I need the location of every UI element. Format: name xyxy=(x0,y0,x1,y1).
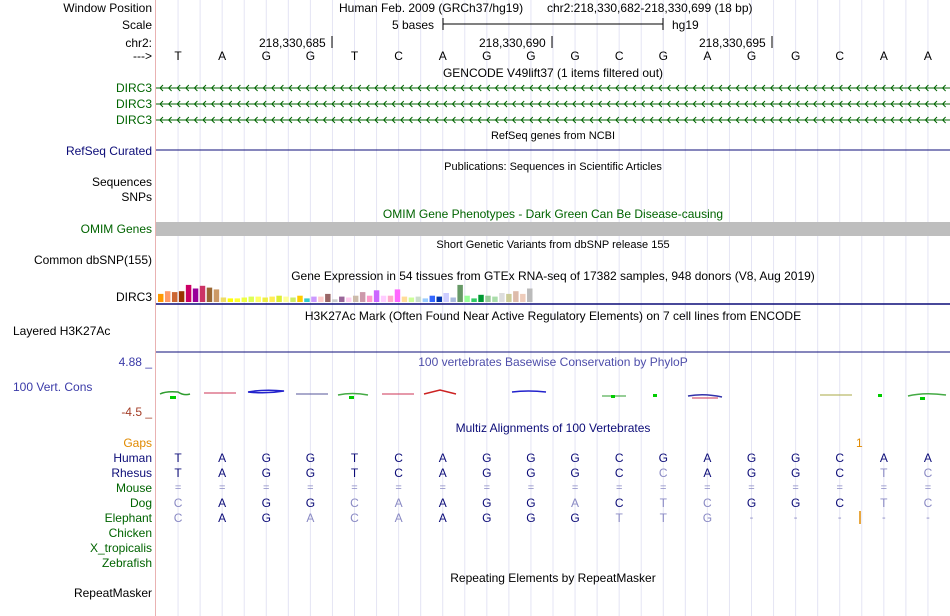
repeatmasker-title: Repeating Elements by RepeatMasker xyxy=(450,571,656,585)
alignment-base: = xyxy=(924,482,932,494)
alignment-base: A xyxy=(394,496,403,510)
species-label-elephant[interactable]: Elephant xyxy=(104,511,152,525)
alignment-base: = xyxy=(660,482,667,494)
alignment-base: G xyxy=(261,451,271,465)
species-label-zebrafish[interactable]: Zebrafish xyxy=(101,556,152,570)
ruler-base: G xyxy=(261,49,271,63)
track-label-refseq[interactable]: RefSeq Curated xyxy=(65,144,152,158)
alignment-base: C xyxy=(658,466,668,480)
alignment-base: T xyxy=(880,496,888,510)
alignment-base: C xyxy=(394,466,403,480)
species-label-x_tropicalis[interactable]: X_tropicalis xyxy=(89,541,152,555)
alignment-base: = xyxy=(174,482,182,494)
alignment-base: T xyxy=(880,466,888,480)
track-label-sequences[interactable]: Sequences xyxy=(91,175,152,189)
alignment-base: A xyxy=(879,451,888,465)
alignment-base: = xyxy=(351,482,358,494)
alignment-base: = xyxy=(748,482,755,494)
alignment-base: C xyxy=(835,451,845,465)
alignment-base: T xyxy=(174,466,182,480)
alignment-base: A xyxy=(703,451,712,465)
alignment-base: G xyxy=(526,451,536,465)
alignment-base: G xyxy=(305,466,316,480)
species-label-chicken[interactable]: Chicken xyxy=(108,526,152,540)
alignment-base: G xyxy=(261,511,271,525)
track-label-gencode-3[interactable]: DIRC3 xyxy=(115,113,152,127)
alignment-base: G xyxy=(261,496,271,510)
alignment-base: = xyxy=(218,482,226,494)
assembly-text: Human Feb. 2009 (GRCh37/hg19) xyxy=(339,1,524,15)
alignment-base: C xyxy=(835,496,845,510)
ruler-base: G xyxy=(570,49,580,63)
track-label-gencode-2[interactable]: DIRC3 xyxy=(115,97,152,111)
species-label-mouse[interactable]: Mouse xyxy=(115,481,152,495)
alignment-base: = xyxy=(439,482,446,494)
alignment-base: G xyxy=(482,451,492,465)
ruler-base: G xyxy=(526,49,536,63)
alignment-base: C xyxy=(173,496,183,510)
phylop-scale-max: 4.88 _ xyxy=(118,355,152,369)
ruler-base: A xyxy=(703,49,712,63)
alignment-base: C xyxy=(835,466,845,480)
alignment-base: T xyxy=(659,496,667,510)
species-label-human[interactable]: Human xyxy=(113,451,152,465)
alignment-base: G xyxy=(746,451,757,465)
alignment-base: - xyxy=(793,512,798,524)
gtex-title: Gene Expression in 54 tissues from GTEx RNA-seq of 17382 samples, 948 donors (V8, Aug 2019) xyxy=(291,269,815,283)
track-label-dbsnp[interactable]: Common dbSNP(155) xyxy=(33,253,152,267)
alignment-base: T xyxy=(350,451,359,465)
ruler-base: G xyxy=(482,49,492,63)
alignment-base: G xyxy=(526,466,536,480)
alignment-base: A xyxy=(923,451,932,465)
alignment-base: A xyxy=(218,496,227,510)
alignment-base: G xyxy=(746,496,757,510)
alignment-base: = xyxy=(307,482,314,494)
ruler-base: C xyxy=(835,49,845,63)
alignment-base: C xyxy=(703,496,712,510)
alignment-base: G xyxy=(790,451,801,465)
alignment-base: A xyxy=(438,451,447,465)
alignment-base: A xyxy=(218,451,227,465)
alignment-base: G xyxy=(570,466,580,480)
ruler-base: T xyxy=(350,49,359,63)
publications-title: Publications: Sequences in Scientific Articles xyxy=(444,161,662,173)
alignment-base: G xyxy=(790,496,801,510)
track-label-h3k27ac[interactable]: Layered H3K27Ac xyxy=(13,324,111,338)
ruler-tick-label: 218,330,690 xyxy=(479,36,546,50)
alignment-base: - xyxy=(749,512,754,524)
phylop-scale-min: -4.5 _ xyxy=(121,405,152,419)
alignment-base: A xyxy=(438,496,447,510)
alignment-base: - xyxy=(837,512,842,524)
multiz-title: Multiz Alignments of 100 Vertebrates xyxy=(455,421,651,435)
ruler-base: G xyxy=(305,49,316,63)
ruler-tick-label: 218,330,685 xyxy=(259,36,326,50)
alignment-base: G xyxy=(482,496,492,510)
alignment-base: A xyxy=(218,511,227,525)
phylop-title: 100 vertebrates Basewise Conservation by PhyloP xyxy=(418,355,688,369)
window-position-label: Window Position xyxy=(63,1,152,15)
ruler-base: G xyxy=(746,49,757,63)
alignment-base: G xyxy=(746,466,757,480)
alignment-base: A xyxy=(394,511,403,525)
alignment-base: A xyxy=(438,466,447,480)
ruler-base: A xyxy=(218,49,227,63)
track-label-gencode-1[interactable]: DIRC3 xyxy=(115,81,152,95)
alignment-base: = xyxy=(836,482,843,494)
ruler-base: C xyxy=(614,49,624,63)
ruler-base: G xyxy=(658,49,668,63)
tracks-panel[interactable] xyxy=(156,0,950,616)
track-label-omim[interactable]: OMIM Genes xyxy=(80,222,152,236)
alignment-base: G xyxy=(482,466,492,480)
alignment-base: G xyxy=(570,511,580,525)
alignment-base: A xyxy=(438,511,447,525)
dbsnp-title: Short Genetic Variants from dbSNP release 155 xyxy=(436,239,670,251)
track-label-gtex[interactable]: DIRC3 xyxy=(115,290,152,304)
chrom-label: chr2: xyxy=(125,36,152,50)
scale-label: Scale xyxy=(121,18,152,32)
alignment-base: = xyxy=(263,482,270,494)
track-label-snps[interactable]: SNPs xyxy=(121,190,152,204)
ruler-base: A xyxy=(438,49,447,63)
alignment-base: - xyxy=(881,512,886,524)
alignment-base: G xyxy=(790,466,801,480)
alignment-base: A xyxy=(218,466,227,480)
alignment-base: A xyxy=(703,466,712,480)
track-labels-panel xyxy=(0,0,155,616)
h3k27ac-title: H3K27Ac Mark (Often Found Near Active Regulatory Elements) on 7 cell lines from ENCODE xyxy=(304,309,802,323)
alignment-base: G xyxy=(526,496,536,510)
alignment-base: G xyxy=(482,511,492,525)
alignment-base: A xyxy=(571,496,580,510)
alignment-base: = xyxy=(571,482,579,494)
alignment-base: C xyxy=(394,451,403,465)
ruler-base: A xyxy=(879,49,888,63)
species-label-dog[interactable]: Dog xyxy=(129,496,152,510)
alignment-base: = xyxy=(615,482,623,494)
alignment-base: G xyxy=(305,451,316,465)
alignment-base: G xyxy=(526,511,536,525)
alignment-base: C xyxy=(614,466,624,480)
alignment-base: - xyxy=(926,512,930,524)
position-text: chr2:218,330,682-218,330,699 (18 bp) xyxy=(547,1,753,15)
track-label-gaps[interactable]: Gaps xyxy=(123,436,152,450)
alignment-base: = xyxy=(792,482,799,494)
alignment-base: G xyxy=(261,466,271,480)
gap-count: 1 xyxy=(856,436,863,450)
ruler-base: A xyxy=(923,49,932,63)
track-label-repeatmasker[interactable]: RepeatMasker xyxy=(73,586,152,600)
alignment-base: = xyxy=(483,482,491,494)
track-label-phylop[interactable]: 100 Vert. Cons xyxy=(13,380,93,394)
alignment-base: T xyxy=(350,466,359,480)
alignment-base: = xyxy=(527,482,535,494)
alignment-base: C xyxy=(923,466,933,480)
scale-db-text: hg19 xyxy=(672,18,699,32)
strand-label: ---> xyxy=(133,49,152,63)
alignment-base: = xyxy=(704,482,711,494)
scale-bases-text: 5 bases xyxy=(392,18,435,32)
alignment-base: C xyxy=(614,496,624,510)
alignment-base: C xyxy=(173,511,183,525)
ruler-base: C xyxy=(394,49,403,63)
ruler-base: G xyxy=(790,49,801,63)
alignment-base: A xyxy=(306,511,315,525)
alignment-base: C xyxy=(350,511,359,525)
ruler-tick-label: 218,330,695 xyxy=(699,36,766,50)
alignment-base: T xyxy=(659,511,667,525)
alignment-base: C xyxy=(923,496,933,510)
alignment-base: T xyxy=(615,511,623,525)
alignment-base: = xyxy=(880,482,888,494)
species-label-rhesus[interactable]: Rhesus xyxy=(111,466,152,480)
alignment-base: C xyxy=(614,451,624,465)
alignment-base: = xyxy=(395,482,402,494)
refseq-title: RefSeq genes from NCBI xyxy=(490,130,616,142)
gencode-title: GENCODE V49lift37 (1 items filtered out) xyxy=(442,66,664,80)
alignment-base: C xyxy=(350,496,359,510)
alignment-base: G xyxy=(305,496,316,510)
alignment-base: G xyxy=(570,451,580,465)
alignment-base: T xyxy=(174,451,182,465)
omim-title: OMIM Gene Phenotypes - Dark Green Can Be Disease-causing xyxy=(382,207,724,221)
ruler-base: T xyxy=(174,49,182,63)
alignment-base: G xyxy=(658,451,668,465)
alignment-base: G xyxy=(702,511,713,525)
